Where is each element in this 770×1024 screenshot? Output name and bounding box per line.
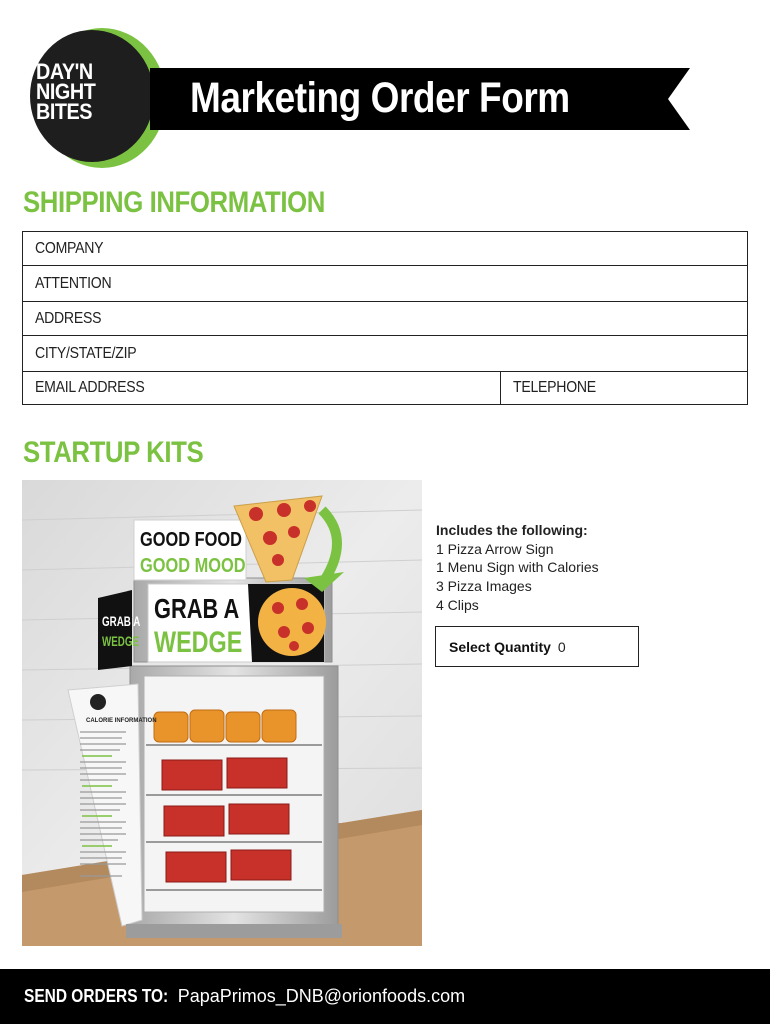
- footer-bar: [0, 969, 770, 1024]
- email-telephone-row: [23, 372, 747, 404]
- sign-good-mood: GOOD MOOD: [140, 553, 246, 577]
- company-label: COMPANY: [35, 239, 104, 257]
- logo-line-2: NIGHT: [36, 79, 96, 104]
- telephone-label: TELEPHONE: [513, 379, 596, 396]
- order-email-link[interactable]: PapaPrimos_DNB@orionfoods.com: [177, 986, 466, 1006]
- side-sign-line2: WEDGE: [102, 633, 140, 650]
- side-sign-line1: GRAB A: [102, 613, 141, 630]
- sign-grab-a: GRAB A: [154, 593, 240, 625]
- attention-field[interactable]: [23, 266, 747, 301]
- startup-kits-heading: STARTUP KITS: [23, 436, 204, 469]
- city-state-zip-row: [23, 336, 747, 372]
- logo-line-1: DAY'N: [36, 59, 93, 84]
- quantity-label: Select Quantity: [449, 638, 551, 655]
- sign-good-food: GOOD FOOD: [140, 527, 242, 551]
- address-row: [23, 302, 747, 336]
- brand-logo-text: [36, 59, 126, 124]
- address-field[interactable]: [23, 302, 747, 335]
- sign-wedge: WEDGE: [154, 625, 243, 659]
- company-row: [23, 232, 747, 266]
- page-header: [0, 0, 770, 180]
- attention-label: ATTENTION: [35, 274, 112, 292]
- logo-line-3: BITES: [36, 99, 93, 124]
- quantity-value[interactable]: 0: [557, 638, 566, 655]
- includes-heading: Includes the following:: [436, 522, 588, 538]
- shipping-form: [22, 231, 748, 405]
- email-label: EMAIL ADDRESS: [35, 379, 145, 396]
- menu-sign-title: CALORIE INFORMATION: [86, 718, 157, 724]
- includes-item: 4 Clips: [436, 596, 479, 613]
- startup-kit-photo: [22, 480, 422, 946]
- includes-item: 3 Pizza Images: [436, 578, 532, 595]
- includes-item: 1 Pizza Arrow Sign: [436, 540, 554, 557]
- quantity-select[interactable]: [435, 626, 639, 667]
- email-field[interactable]: [23, 372, 501, 404]
- kit-includes: [436, 521, 736, 615]
- city-state-zip-field[interactable]: [23, 336, 747, 371]
- page-title: Marketing Order Form: [190, 74, 570, 122]
- includes-item: 1 Menu Sign with Calories: [436, 559, 599, 576]
- city-state-zip-label: CITY/STATE/ZIP: [35, 344, 137, 362]
- attention-row: [23, 266, 747, 302]
- company-field[interactable]: [23, 232, 747, 265]
- telephone-field[interactable]: [501, 372, 747, 404]
- shipping-heading: SHIPPING INFORMATION: [23, 186, 325, 219]
- send-orders-label: SEND ORDERS TO:: [24, 986, 169, 1006]
- address-label: ADDRESS: [35, 309, 102, 327]
